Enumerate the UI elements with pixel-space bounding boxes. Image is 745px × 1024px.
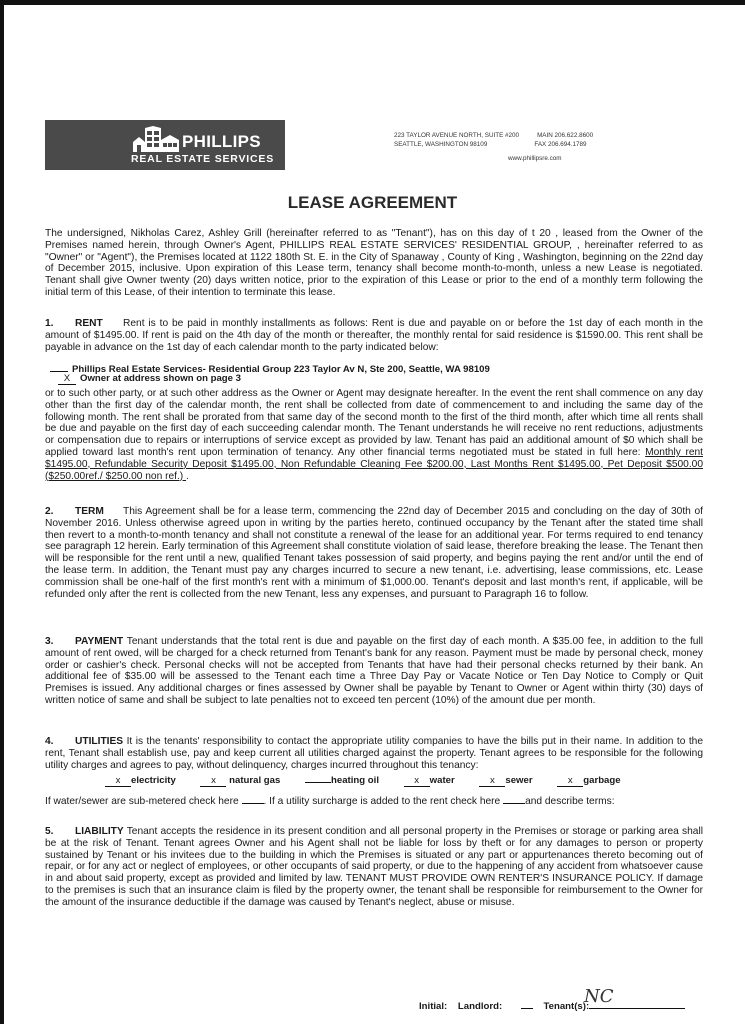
utility-garbage	[557, 775, 620, 787]
submeter-checkbox[interactable]	[242, 793, 264, 804]
section-heading: RENT	[75, 318, 103, 329]
section-number: 2.	[45, 506, 54, 517]
tenant-initial-field[interactable]	[589, 1008, 685, 1009]
utility-submeter-line	[45, 793, 703, 808]
section-text: This Agreement shall be for a lease term, commencing the 22nd day of December 2015 and concluding on the day of 30th of November 2016. Unless otherwise agreed upon in writing by the parties hereto, continued occupancy by the Tenant after the stated time shall then revert to a month-to-month tenancy and shall not constitute a renewal of the lease for an additional year. For terms required to end tenancy see paragraph 12 herein. Early termination of this Agreement shall constitute violation of said lease, therefore breaking the lease. The Tenant then will be responsible for the rent until a new, qualified Tenant takes possession of said property, and begins paying the rent and/or until the end of the lease term. In addition, the Tenant must pay any charges incurred to secure a new tenant, i.e. advertising, lease commissions, etc. Lease commission shall be one-half of the first month's rent with a minimum of $1,000.00. Tenant's deposit and last month's rent, if applicable, will be refunded only after the rent is collected from the new Tenant, less any expenses, and pursuant to Paragraph 16 to follow.	[45, 506, 703, 600]
logo-name: PHILLIPS	[182, 132, 261, 151]
payee-checkbox[interactable]	[50, 361, 68, 372]
utility-checklist	[105, 772, 643, 787]
describe-terms-label: and describe terms:	[525, 796, 615, 807]
initial-label: Initial:	[419, 1001, 448, 1012]
utility-checkbox[interactable]	[305, 772, 331, 783]
surcharge-checkbox[interactable]	[503, 793, 525, 804]
landlord-initial-field[interactable]	[521, 1008, 533, 1009]
section-number: 4.	[45, 736, 54, 747]
utility-checkbox[interactable]: x	[200, 776, 226, 787]
buildings-icon	[133, 126, 179, 152]
financial-terms: Monthly rent $1495.00, Refundable Security Deposit $1495.00, Non Refundable Cleaning Fee $200.00, Last Months Rent $1495.00, Pet Deposit $500.00 ($250.00ref./ $250.00 non ref.)	[45, 446, 703, 482]
section-number: 3.	[45, 636, 54, 647]
document-title: LEASE AGREEMENT	[287, 193, 458, 212]
utility-natural-gas	[200, 775, 280, 787]
utility-heating-oil	[305, 772, 379, 786]
utility-label: sewer	[505, 775, 533, 786]
tenant-handwritten-initials: NC	[584, 986, 614, 1007]
section-liability	[45, 826, 703, 909]
utility-sewer	[479, 775, 532, 787]
address-line-1: 223 TAYLOR AVENUE NORTH, SUITE #200	[394, 132, 520, 139]
website-link[interactable]: www.phillipsre.com	[508, 155, 562, 162]
section-text: Tenant accepts the residence in its present condition and all personal property in the Premises or storage or parking area shall be at the risk of Tenant. Tenant agrees Owner and his Agent shall not be liable for loss by theft or for any damages to person or property sustained by Tenant or his invitees due to the building in which the Premises is situated or any part or appurtenances thereto becoming out of repair, or for any act or neglect of employees, or other occupants of said property, or due to the happening of any accident from whatsoever cause in and about said property, except as provided and limited by law. TENANT MUST PROVIDE OWN RENTER'S INSURANCE POLICY. If damage to the premises is such that an insurance claim is filed by the property owner, the tenant shall be responsible for reimbursement to the Owner for the amount of the insurance deductible if the damage was caused by Tenant's neglect, abuse or misuse.	[45, 826, 703, 908]
section-number: 1.	[45, 318, 54, 329]
utility-label: garbage	[583, 775, 621, 786]
main-phone: MAIN 206.622.8600	[537, 132, 594, 139]
intro-paragraph: The undersigned, Nikholas Carez, Ashley Grill (hereinafter referred to as "Tenant"), has on this day of t 20 , leased from the Owner of the Premises named herein, through Owner's Agent, PHILLIPS REAL ESTATE SERVICES' RESIDENTIAL GROUP, , hereinafter referred to as "Owner" or "Agent"), the Premises located at 1122 180th St. E. in the City of Spanaway , County of King , Washington, beginning on the 22nd day of December 2015, inclusive. Upon expiration of this Lease term, tenancy shall become month-to-month, unless a new Lease is negotiated. Tenant shall give Owner twenty (20) days written notice, prior to the expiration of this Lease or prior to the end of a monthly term following the initial term of this Lease, of their intention to terminate this lease.	[45, 228, 703, 298]
tenant-label: Tenant(s):	[543, 1001, 590, 1012]
utility-water	[404, 775, 455, 787]
utility-checkbox[interactable]: x	[404, 776, 430, 787]
utility-electricity	[105, 775, 176, 787]
rent-details-text: or to such other party, or at such other address as the Owner or Agent may designate hereafter. In the event the rent shall commence on any day other than the first day of the calendar month, the rent shall be collected from date of commencement to and including the same day of the following month. The rent shall be prorated from that same day of the second month to the first of the third month, after which time all rents shall be due and payable on the first day of each succeeding calendar month. The Tenant understands he will receive no rent reductions, adjustments or compensation due to repairs or interruptions of service except as provided by law. Tenant has paid an additional amount of $0 which shall be applied toward last month's rent upon termination of tenancy. Any other financial terms negotiated must be stated in full here:	[45, 388, 703, 458]
payee-label: Phillips Real Estate Services- Residential Group 223 Taylor Av N, Ste 200, Seattle, WA 98109	[72, 364, 490, 375]
payee-label: Owner at address shown on page 3	[80, 373, 241, 384]
initials-footer	[419, 1001, 693, 1012]
section-heading: PAYMENT	[75, 636, 124, 647]
financial-terms-end: .	[186, 470, 189, 482]
surcharge-label: . If a utility surcharge is added to the rent check here	[263, 796, 501, 807]
section-text: Tenant understands that the total rent is due and payable on the first day of each month. A $35.00 fee, in addition to the full amount of rent owed, will be charged for a check returned from Tenant's bank for any reason. Payment must be made by personal check, money order or cashier's check. Personal checks will not be accepted from Tenants that have had their personal checks returned by their bank. An additional fee of $35.00 will be assessed to the Tenant each time a Three Day Pay or Vacate Notice or Ten Day Notice to Comply or Quit Premises is issued. Any additional charges or fines assessed by Owner shall be payable by Tenant to Owner or Agent within thirty (30) days of written notice of same and shall be subject to late penalties not to exceed ten percent (10%) of the amount due per month.	[45, 636, 703, 706]
payee-checkbox[interactable]: X	[58, 374, 76, 385]
rent-details-paragraph	[45, 388, 703, 482]
utility-checkbox[interactable]: x	[105, 776, 131, 787]
utility-label: water	[429, 775, 455, 786]
utility-checkbox[interactable]: x	[479, 776, 505, 787]
section-heading: TERM	[75, 506, 104, 517]
section-heading: UTILITIES	[75, 736, 124, 747]
utility-label: heating oil	[331, 775, 379, 786]
payee-option-owner	[58, 373, 241, 385]
fax-phone: FAX 206.694.1789	[534, 140, 587, 148]
section-term	[45, 506, 703, 600]
logo-tagline: REAL ESTATE SERVICES	[131, 153, 274, 165]
section-rent	[45, 318, 703, 353]
address-line-2: SEATTLE, WASHINGTON 98109	[394, 140, 488, 148]
section-utilities	[45, 736, 703, 771]
submeter-label: If water/sewer are sub-metered check here	[45, 796, 239, 807]
section-heading: LIABILITY	[75, 826, 124, 837]
company-logo	[45, 120, 285, 170]
utility-label: natural gas	[229, 775, 281, 786]
utility-label: electricity	[131, 775, 176, 786]
landlord-label: Landlord:	[457, 1001, 503, 1012]
section-payment	[45, 636, 703, 707]
section-number: 5.	[45, 826, 54, 837]
section-text: Rent is to be paid in monthly installments as follows: Rent is due and payable on or before the 1st day of each month in the amount of $1495.00. If rent is paid on the 4th day of the month or thereafter, the monthly rental for said residence is $1590.00. This rent shall be payable in advance on the 1st day of each calendar month to the party indicated below:	[45, 318, 703, 353]
company-address	[394, 132, 593, 149]
utility-checkbox[interactable]: x	[557, 776, 583, 787]
section-text: It is the tenants' responsibility to contact the appropriate utility companies to have the bills put in their name. In addition to the rent, Tenant shall establish use, pay and keep current all utilities charged against the property. Tenant agrees to be responsible for the following utility charges and agrees to pay, without delinquency, charges incurred throughout this tenancy:	[45, 736, 703, 771]
